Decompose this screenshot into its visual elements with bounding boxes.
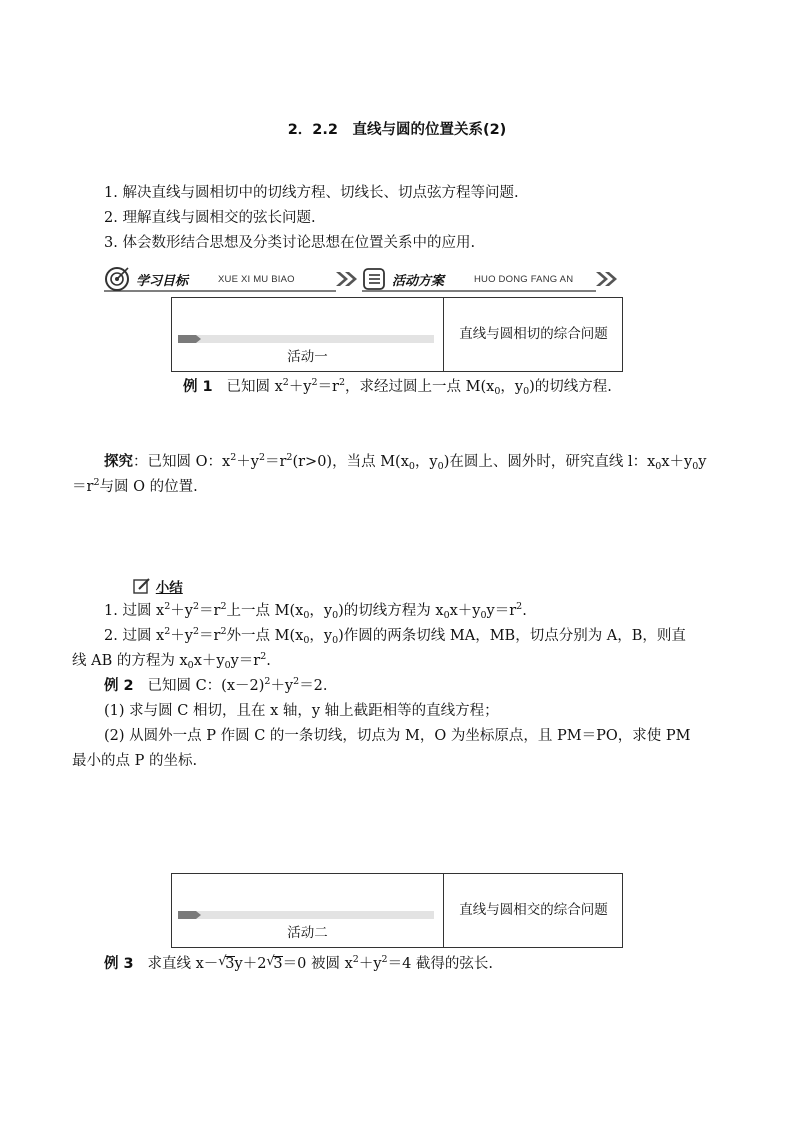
objective-3: 3. 体会数形结合思想及分类讨论思想在位置关系中的应用.	[104, 235, 476, 251]
page-title: 2．2.2 直线与圆的位置关系(2)	[287, 122, 507, 138]
example-2-q1: (1) 求与圆 C 相切，且在 x 轴，y 轴上截距相等的直线方程；	[104, 703, 499, 719]
summary-item-2-line-2: 线 AB 的方程为 $x_0x+y_0y=r^2$.	[72, 651, 271, 671]
example-3: 例 3 求直线 x－ √ 3y＋2 √ 3＝0 被圆 $x^2+y^2=4$ 截得的弦长.	[104, 954, 494, 972]
section-banner	[104, 266, 624, 292]
activity-topic: 直线与圆相交的综合问题	[459, 902, 608, 918]
summary-item-1: 1. 过圆 $x^2+y^2=r^2$上一点 $M(x_0$，$y_0$)的切线方程为 $x_0x+y_0y=r^2$.	[104, 601, 527, 621]
activity-label: 活动一	[287, 349, 328, 365]
summary-item-2-line-1: 2. 过圆 $x^2+y^2=r^2$外一点 $M(x_0$，$y_0$)作圆的两条切线 MA，MB，切点分别为 A，B，则直	[104, 626, 686, 646]
double-chevron-icon-2	[596, 272, 617, 286]
pencil-note-icon	[133, 577, 151, 595]
activity-progress-bar	[178, 335, 434, 343]
banner-left-title: 学习目标	[136, 274, 189, 289]
summary-heading: 小结	[133, 576, 183, 596]
activity-box-2	[171, 873, 623, 948]
sqrt-symbol: √ 3	[218, 954, 235, 972]
activity-box-1	[171, 297, 623, 372]
banner-left-pinyin: XUE XI MU BIAO	[218, 274, 295, 285]
objective-1: 1. 解决直线与圆相切中的切线方程、切线长、切点弦方程等问题.	[104, 185, 519, 201]
explore-line-1: 探究：已知圆 O：$x^2+y^2=r^2(r>0)$，当点 $M(x_0$，$y_0$)在圆上、圆外时，研究直线 l：$x_0x+y_0y$	[104, 452, 707, 472]
list-icon	[364, 269, 384, 289]
activity-topic: 直线与圆相切的综合问题	[459, 326, 608, 342]
explore-line-2: $=r^2$与圆 O 的位置.	[72, 477, 198, 495]
activity-progress-bar	[178, 911, 434, 919]
target-icon	[106, 268, 128, 290]
example-2: 例 2 已知圆 C：$(x-2)^2+y^2=2$.	[104, 676, 328, 694]
example-1: 例 1 已知圆 $x^2+y^2=r^2$，求经过圆上一点 $M(x_0$，$y_0$)的切线方程.	[183, 377, 612, 397]
banner-right-pinyin: HUO DONG FANG AN	[474, 274, 574, 285]
objective-2: 2. 理解直线与圆相交的弦长问题.	[104, 210, 316, 226]
activity-label: 活动二	[287, 925, 328, 941]
example-2-q2-line-1: (2) 从圆外一点 P 作圆 C 的一条切线，切点为 M，O 为坐标原点，且 PM＝PO，求使 PM	[104, 728, 691, 744]
double-chevron-icon	[336, 272, 357, 286]
sqrt-symbol: √ 3	[266, 954, 283, 972]
banner-right-title: 活动方案	[392, 274, 445, 289]
example-2-q2-line-2: 最小的点 P 的坐标.	[72, 753, 198, 769]
